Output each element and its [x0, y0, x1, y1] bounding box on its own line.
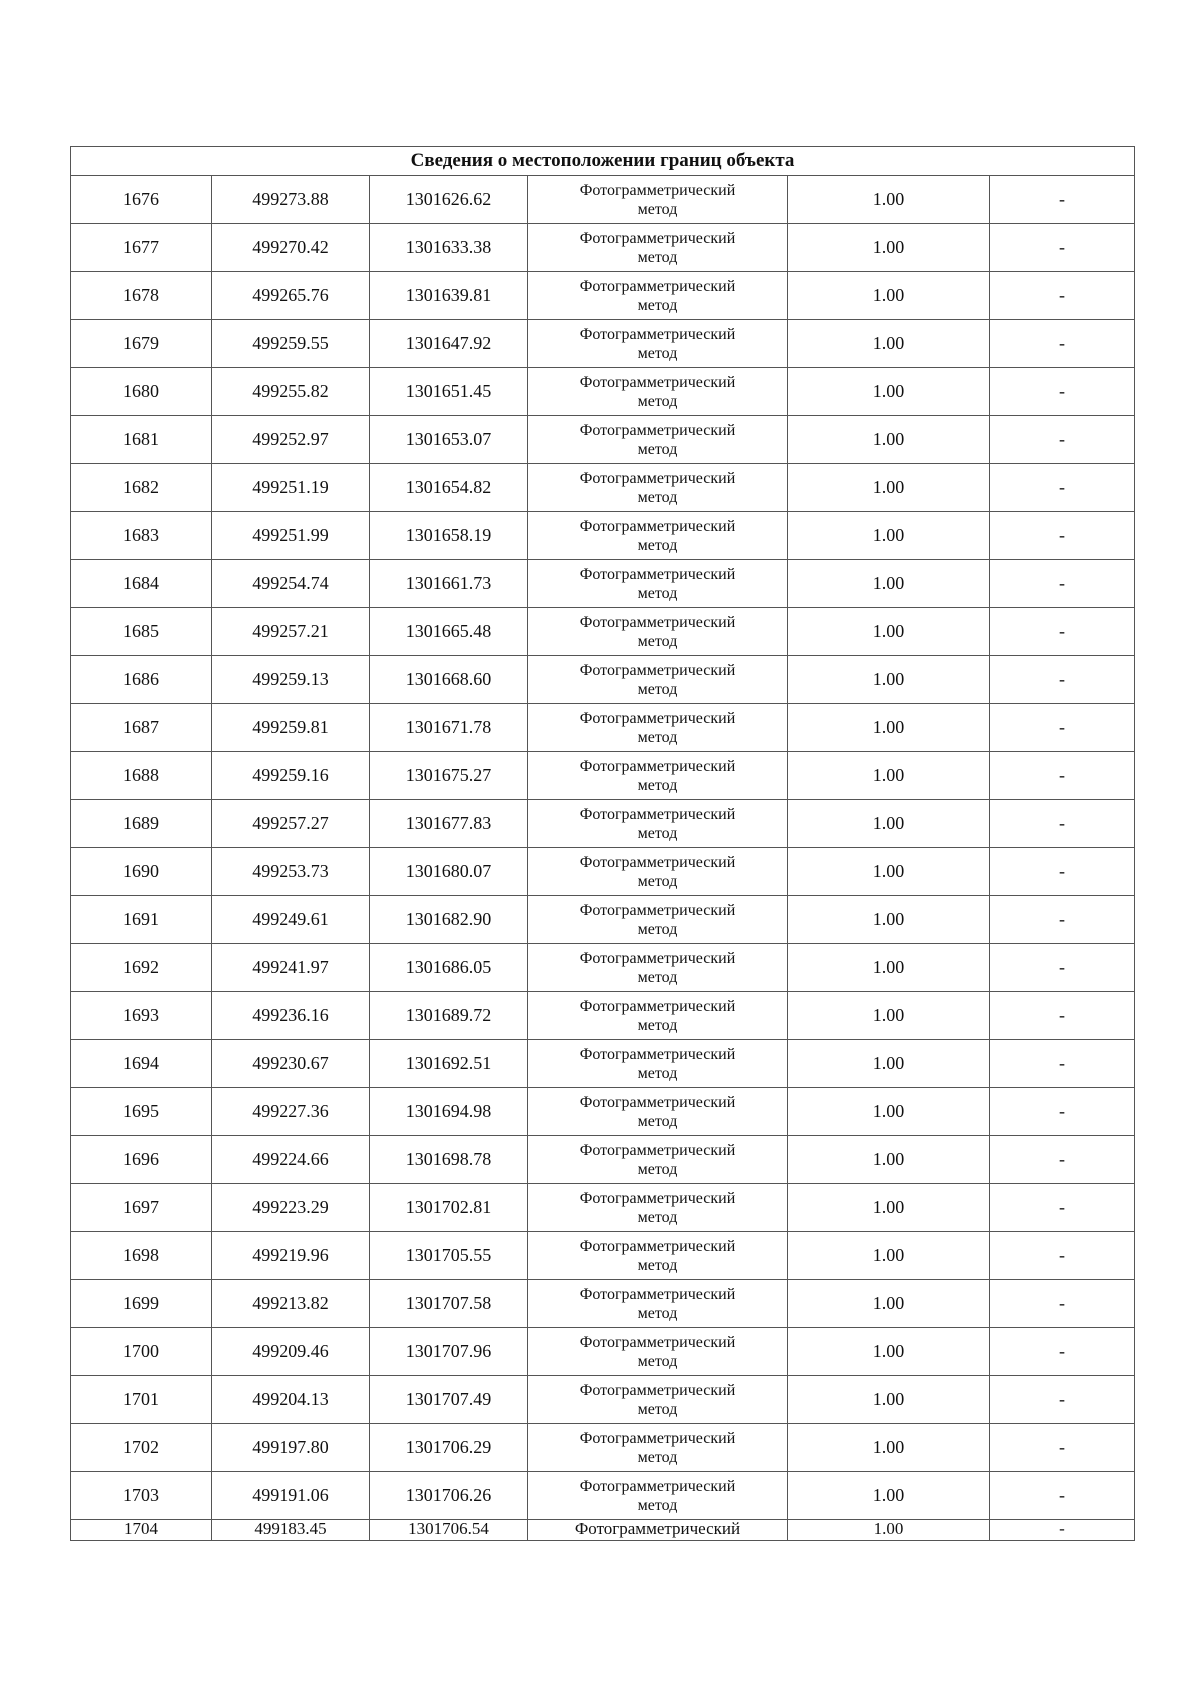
method-line-1: Фотограмметрический	[574, 1519, 741, 1538]
method-line-2: метод	[637, 200, 678, 218]
x-coordinate-cell: 499259.55	[212, 320, 370, 368]
table-body	[71, 176, 1135, 1541]
description-cell: -	[990, 176, 1135, 224]
table-row	[71, 608, 1135, 656]
x-coordinate-cell: 499224.66	[212, 1136, 370, 1184]
method-line-1: Фотограмметрический	[579, 613, 736, 631]
description-cell: -	[990, 368, 1135, 416]
table-row	[71, 992, 1135, 1040]
method-line-1: Фотограмметрический	[579, 565, 736, 583]
point-number-cell: 1684	[71, 560, 212, 608]
y-coordinate-cell: 1301668.60	[370, 656, 528, 704]
y-coordinate-cell: 1301707.49	[370, 1376, 528, 1424]
method-line-2: метод	[637, 1256, 678, 1274]
table-row	[71, 1520, 1135, 1541]
y-coordinate-cell: 1301671.78	[370, 704, 528, 752]
method-cell	[528, 1232, 788, 1280]
method-line-2: метод	[637, 632, 678, 650]
y-coordinate-cell: 1301665.48	[370, 608, 528, 656]
accuracy-cell: 1.00	[788, 800, 990, 848]
x-coordinate-cell: 499249.61	[212, 896, 370, 944]
method-cell	[528, 1472, 788, 1520]
method-line-1: Фотограмметрический	[579, 1429, 736, 1447]
method-line-2: метод	[637, 968, 678, 986]
y-coordinate-cell: 1301654.82	[370, 464, 528, 512]
method-line-1: Фотограмметрический	[579, 181, 736, 199]
method-line-2: метод	[637, 776, 678, 794]
accuracy-cell: 1.00	[788, 464, 990, 512]
description-cell: -	[990, 944, 1135, 992]
method-cell	[528, 992, 788, 1040]
table-row	[71, 1184, 1135, 1232]
table-row	[71, 944, 1135, 992]
y-coordinate-cell: 1301682.90	[370, 896, 528, 944]
method-line-1: Фотограмметрический	[579, 805, 736, 823]
method-line-1: Фотограмметрический	[579, 1237, 736, 1255]
point-number-cell: 1697	[71, 1184, 212, 1232]
table-row	[71, 320, 1135, 368]
x-coordinate-cell: 499257.27	[212, 800, 370, 848]
table-row	[71, 272, 1135, 320]
method-line-1: Фотограмметрический	[579, 1333, 736, 1351]
y-coordinate-cell: 1301686.05	[370, 944, 528, 992]
table-row	[71, 560, 1135, 608]
accuracy-cell: 1.00	[788, 1232, 990, 1280]
table-row	[71, 1328, 1135, 1376]
method-cell	[528, 1136, 788, 1184]
accuracy-cell: 1.00	[788, 608, 990, 656]
method-line-1: Фотограмметрический	[579, 853, 736, 871]
point-number-cell: 1676	[71, 176, 212, 224]
point-number-cell: 1685	[71, 608, 212, 656]
description-cell: -	[990, 560, 1135, 608]
accuracy-cell: 1.00	[788, 176, 990, 224]
accuracy-cell: 1.00	[788, 896, 990, 944]
method-line-2: метод	[637, 920, 678, 938]
y-coordinate-cell: 1301706.29	[370, 1424, 528, 1472]
x-coordinate-cell: 499253.73	[212, 848, 370, 896]
description-cell: -	[990, 1088, 1135, 1136]
method-line-1: Фотограмметрический	[579, 901, 736, 919]
method-cell	[528, 224, 788, 272]
table-title-row	[71, 147, 1135, 176]
method-line-2: метод	[637, 584, 678, 602]
x-coordinate-cell: 499273.88	[212, 176, 370, 224]
method-line-2: метод	[637, 344, 678, 362]
description-cell: -	[990, 1376, 1135, 1424]
method-line-2: метод	[637, 392, 678, 410]
description-cell: -	[990, 1424, 1135, 1472]
point-number-cell: 1687	[71, 704, 212, 752]
method-cell	[528, 272, 788, 320]
y-coordinate-cell: 1301661.73	[370, 560, 528, 608]
accuracy-cell: 1.00	[788, 1088, 990, 1136]
method-cell	[528, 848, 788, 896]
description-cell: -	[990, 1040, 1135, 1088]
x-coordinate-cell: 499257.21	[212, 608, 370, 656]
table-title: Сведения о местоположении границ объекта	[71, 147, 1135, 176]
method-line-1: Фотограмметрический	[579, 469, 736, 487]
method-line-1: Фотограмметрический	[579, 421, 736, 439]
y-coordinate-cell: 1301689.72	[370, 992, 528, 1040]
method-cell	[528, 512, 788, 560]
method-cell	[528, 464, 788, 512]
method-cell	[528, 1424, 788, 1472]
method-cell	[528, 416, 788, 464]
point-number-cell: 1683	[71, 512, 212, 560]
method-line-1: Фотограмметрический	[579, 1093, 736, 1111]
method-line-1: Фотограмметрический	[579, 1141, 736, 1159]
x-coordinate-cell: 499259.81	[212, 704, 370, 752]
point-number-cell: 1695	[71, 1088, 212, 1136]
method-line-2: метод	[637, 488, 678, 506]
method-line-1: Фотограмметрический	[579, 277, 736, 295]
point-number-cell: 1694	[71, 1040, 212, 1088]
y-coordinate-cell: 1301705.55	[370, 1232, 528, 1280]
x-coordinate-cell: 499254.74	[212, 560, 370, 608]
description-cell: -	[990, 464, 1135, 512]
table-row	[71, 416, 1135, 464]
method-line-2: метод	[637, 1208, 678, 1226]
y-coordinate-cell: 1301633.38	[370, 224, 528, 272]
description-cell: -	[990, 752, 1135, 800]
method-line-1: Фотограмметрический	[579, 757, 736, 775]
x-coordinate-cell: 499191.06	[212, 1472, 370, 1520]
method-cell	[528, 1328, 788, 1376]
y-coordinate-cell: 1301651.45	[370, 368, 528, 416]
method-line-2: метод	[637, 296, 678, 314]
description-cell: -	[990, 1472, 1135, 1520]
table-row	[71, 704, 1135, 752]
accuracy-cell: 1.00	[788, 1472, 990, 1520]
y-coordinate-cell: 1301706.54	[370, 1520, 528, 1541]
method-cell	[528, 656, 788, 704]
accuracy-cell: 1.00	[788, 320, 990, 368]
table-row	[71, 1232, 1135, 1280]
method-cell	[528, 704, 788, 752]
y-coordinate-cell: 1301677.83	[370, 800, 528, 848]
method-line-2: метод	[637, 1400, 678, 1418]
method-line-2: метод	[637, 1496, 678, 1514]
table-row	[71, 464, 1135, 512]
point-number-cell: 1700	[71, 1328, 212, 1376]
point-number-cell: 1698	[71, 1232, 212, 1280]
method-line-1: Фотограмметрический	[579, 661, 736, 679]
method-cell	[528, 800, 788, 848]
method-line-1: Фотограмметрический	[579, 997, 736, 1015]
x-coordinate-cell: 499213.82	[212, 1280, 370, 1328]
table-row	[71, 368, 1135, 416]
y-coordinate-cell: 1301680.07	[370, 848, 528, 896]
method-line-2: метод	[637, 1160, 678, 1178]
table-row	[71, 512, 1135, 560]
point-number-cell: 1679	[71, 320, 212, 368]
description-cell: -	[990, 512, 1135, 560]
description-cell: -	[990, 800, 1135, 848]
method-line-2: метод	[637, 1064, 678, 1082]
y-coordinate-cell: 1301702.81	[370, 1184, 528, 1232]
table-row	[71, 1136, 1135, 1184]
y-coordinate-cell: 1301694.98	[370, 1088, 528, 1136]
method-line-1: Фотограмметрический	[579, 229, 736, 247]
method-line-1: Фотограмметрический	[579, 1045, 736, 1063]
y-coordinate-cell: 1301653.07	[370, 416, 528, 464]
accuracy-cell: 1.00	[788, 512, 990, 560]
point-number-cell: 1677	[71, 224, 212, 272]
y-coordinate-cell: 1301692.51	[370, 1040, 528, 1088]
table-row	[71, 1472, 1135, 1520]
method-line-2: метод	[637, 1448, 678, 1466]
method-cell	[528, 176, 788, 224]
x-coordinate-cell: 499183.45	[212, 1520, 370, 1541]
x-coordinate-cell: 499259.16	[212, 752, 370, 800]
x-coordinate-cell: 499209.46	[212, 1328, 370, 1376]
method-line-2: метод	[637, 680, 678, 698]
point-number-cell: 1699	[71, 1280, 212, 1328]
description-cell: -	[990, 992, 1135, 1040]
method-line-1: Фотограмметрический	[579, 373, 736, 391]
point-number-cell: 1690	[71, 848, 212, 896]
table-row	[71, 224, 1135, 272]
point-number-cell: 1680	[71, 368, 212, 416]
method-line-1: Фотограмметрический	[579, 1477, 736, 1495]
point-number-cell: 1696	[71, 1136, 212, 1184]
method-line-1: Фотограмметрический	[579, 1381, 736, 1399]
accuracy-cell: 1.00	[788, 1328, 990, 1376]
x-coordinate-cell: 499197.80	[212, 1424, 370, 1472]
description-cell: -	[990, 1232, 1135, 1280]
point-number-cell: 1681	[71, 416, 212, 464]
description-cell: -	[990, 1280, 1135, 1328]
method-cell	[528, 320, 788, 368]
y-coordinate-cell: 1301658.19	[370, 512, 528, 560]
accuracy-cell: 1.00	[788, 992, 990, 1040]
description-cell: -	[990, 848, 1135, 896]
point-number-cell: 1701	[71, 1376, 212, 1424]
method-cell	[528, 1040, 788, 1088]
accuracy-cell: 1.00	[788, 560, 990, 608]
x-coordinate-cell: 499223.29	[212, 1184, 370, 1232]
method-line-2: метод	[637, 248, 678, 266]
x-coordinate-cell: 499252.97	[212, 416, 370, 464]
method-line-2: метод	[637, 1016, 678, 1034]
x-coordinate-cell: 499251.19	[212, 464, 370, 512]
method-line-1: Фотограмметрический	[579, 709, 736, 727]
description-cell: -	[990, 608, 1135, 656]
description-cell: -	[990, 1520, 1135, 1541]
accuracy-cell: 1.00	[788, 272, 990, 320]
y-coordinate-cell: 1301706.26	[370, 1472, 528, 1520]
y-coordinate-cell: 1301626.62	[370, 176, 528, 224]
boundary-coordinates-table	[70, 146, 1135, 1541]
method-line-2: метод	[637, 824, 678, 842]
y-coordinate-cell: 1301675.27	[370, 752, 528, 800]
method-cell	[528, 896, 788, 944]
table-row	[71, 176, 1135, 224]
accuracy-cell: 1.00	[788, 656, 990, 704]
description-cell: -	[990, 320, 1135, 368]
point-number-cell: 1689	[71, 800, 212, 848]
table-row	[71, 800, 1135, 848]
method-cell	[528, 560, 788, 608]
method-cell	[528, 1088, 788, 1136]
method-line-2: метод	[637, 1352, 678, 1370]
method-cell	[528, 1520, 788, 1541]
description-cell: -	[990, 272, 1135, 320]
point-number-cell: 1692	[71, 944, 212, 992]
x-coordinate-cell: 499204.13	[212, 1376, 370, 1424]
point-number-cell: 1686	[71, 656, 212, 704]
description-cell: -	[990, 416, 1135, 464]
point-number-cell: 1688	[71, 752, 212, 800]
method-line-2: метод	[637, 1112, 678, 1130]
table-row	[71, 896, 1135, 944]
method-cell	[528, 1376, 788, 1424]
method-line-2: метод	[637, 440, 678, 458]
method-line-1: Фотограмметрический	[579, 325, 736, 343]
table-row	[71, 1280, 1135, 1328]
point-number-cell: 1682	[71, 464, 212, 512]
x-coordinate-cell: 499259.13	[212, 656, 370, 704]
description-cell: -	[990, 1328, 1135, 1376]
method-line-2: метод	[637, 536, 678, 554]
x-coordinate-cell: 499230.67	[212, 1040, 370, 1088]
description-cell: -	[990, 1136, 1135, 1184]
description-cell: -	[990, 224, 1135, 272]
description-cell: -	[990, 656, 1135, 704]
method-cell	[528, 608, 788, 656]
y-coordinate-cell: 1301707.96	[370, 1328, 528, 1376]
accuracy-cell: 1.00	[788, 1424, 990, 1472]
method-cell	[528, 752, 788, 800]
x-coordinate-cell: 499270.42	[212, 224, 370, 272]
method-cell	[528, 944, 788, 992]
method-line-1: Фотограмметрический	[579, 949, 736, 967]
method-cell	[528, 1184, 788, 1232]
point-number-cell: 1703	[71, 1472, 212, 1520]
accuracy-cell: 1.00	[788, 752, 990, 800]
method-line-2: метод	[637, 728, 678, 746]
accuracy-cell: 1.00	[788, 1376, 990, 1424]
x-coordinate-cell: 499255.82	[212, 368, 370, 416]
accuracy-cell: 1.00	[788, 1280, 990, 1328]
x-coordinate-cell: 499265.76	[212, 272, 370, 320]
point-number-cell: 1704	[71, 1520, 212, 1541]
method-cell	[528, 1280, 788, 1328]
table-row	[71, 656, 1135, 704]
table-row	[71, 1088, 1135, 1136]
x-coordinate-cell: 499219.96	[212, 1232, 370, 1280]
accuracy-cell: 1.00	[788, 368, 990, 416]
table-row	[71, 848, 1135, 896]
x-coordinate-cell: 499251.99	[212, 512, 370, 560]
x-coordinate-cell: 499236.16	[212, 992, 370, 1040]
y-coordinate-cell: 1301639.81	[370, 272, 528, 320]
y-coordinate-cell: 1301698.78	[370, 1136, 528, 1184]
table-row	[71, 1376, 1135, 1424]
y-coordinate-cell: 1301707.58	[370, 1280, 528, 1328]
point-number-cell: 1678	[71, 272, 212, 320]
point-number-cell: 1691	[71, 896, 212, 944]
method-line-2: метод	[637, 872, 678, 890]
accuracy-cell: 1.00	[788, 704, 990, 752]
method-line-1: Фотограмметрический	[579, 1189, 736, 1207]
point-number-cell: 1702	[71, 1424, 212, 1472]
accuracy-cell: 1.00	[788, 224, 990, 272]
description-cell: -	[990, 1184, 1135, 1232]
method-line-2: метод	[637, 1304, 678, 1322]
accuracy-cell: 1.00	[788, 944, 990, 992]
method-line-1: Фотограмметрический	[579, 1285, 736, 1303]
point-number-cell: 1693	[71, 992, 212, 1040]
accuracy-cell: 1.00	[788, 1184, 990, 1232]
description-cell: -	[990, 896, 1135, 944]
method-cell	[528, 368, 788, 416]
accuracy-cell: 1.00	[788, 416, 990, 464]
accuracy-cell: 1.00	[788, 1136, 990, 1184]
method-line-1: Фотограмметрический	[579, 517, 736, 535]
table-row	[71, 752, 1135, 800]
table-row	[71, 1040, 1135, 1088]
accuracy-cell: 1.00	[788, 1040, 990, 1088]
accuracy-cell: 1.00	[788, 1520, 990, 1541]
table-row	[71, 1424, 1135, 1472]
x-coordinate-cell: 499227.36	[212, 1088, 370, 1136]
accuracy-cell: 1.00	[788, 848, 990, 896]
description-cell: -	[990, 704, 1135, 752]
y-coordinate-cell: 1301647.92	[370, 320, 528, 368]
x-coordinate-cell: 499241.97	[212, 944, 370, 992]
